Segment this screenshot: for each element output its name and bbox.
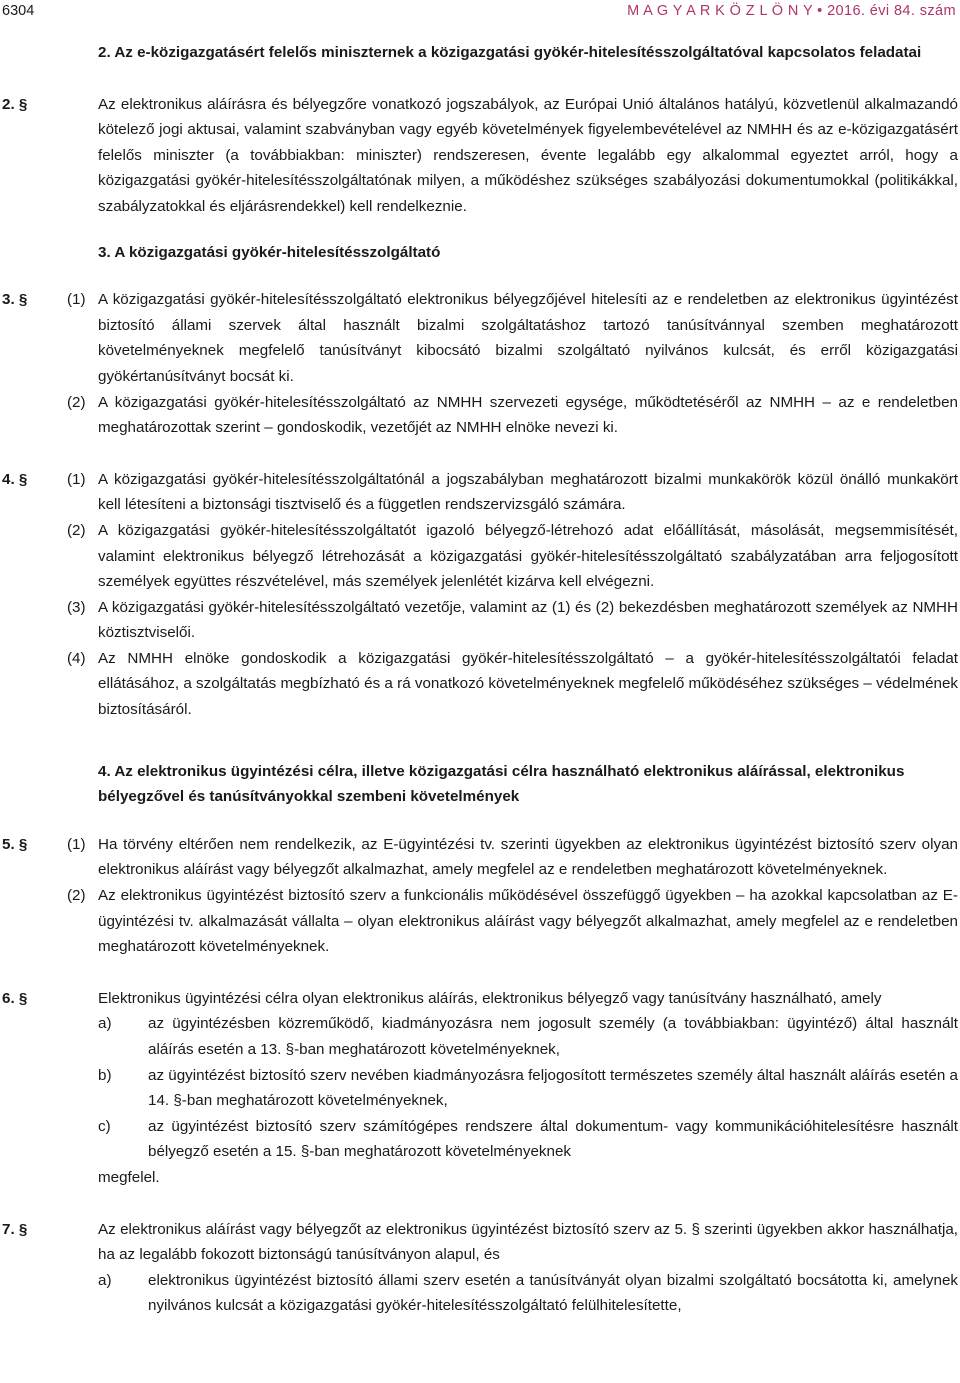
paragraph [0, 518, 958, 595]
section-number: 2. § [2, 95, 28, 113]
section-intro: Elektronikus ügyintézési célra olyan elektronikus aláírás, elektronikus bélyegző vagy tanúsítvány használható, amely [98, 989, 882, 1007]
paragraph-text: A közigazgatási gyökér-hitelesítésszolgáltatót igazoló bélyegző-létrehozó adat előállítását, másolását, megsemmisítését, valamint elektronikus bélyegző létrehozását a közigazgatási gyökér-hitelesítésszolgáltató szabályzatában arra feljogosított személyek együttes részvételével, más személyek jelenlétét kizárva kell elvégezni. [98, 521, 958, 591]
list-item [0, 1063, 958, 1114]
list-item [0, 1011, 958, 1062]
paragraph-number: (2) [67, 393, 86, 411]
paragraph [0, 287, 958, 389]
item-label: c) [98, 1117, 111, 1135]
section-number: 5. § [2, 835, 28, 853]
section-number: 4. § [2, 470, 28, 488]
document-body [0, 40, 958, 1319]
paragraph-number: (1) [67, 470, 86, 488]
section-5 [0, 832, 958, 960]
item-text: elektronikus ügyintézést biztosító állami szerv esetén a tanúsítványát olyan bizalmi szolgáltató bocsátotta ki, amelynek nyilvános kulcsát a közigazgatási gyökér-hitelesítésszolgáltató felülhitelesítette, [148, 1271, 958, 1315]
paragraph [0, 883, 958, 960]
item-label: b) [98, 1066, 112, 1084]
section-intro: Az elektronikus aláírást vagy bélyegzőt az elektronikus ügyintézést biztosító szerv az 5. § szerinti ügyekben akkor használhatja, ha az legalább fokozott biztonságú tanúsítványon alapul, és [98, 1220, 958, 1264]
section-6 [0, 986, 958, 1191]
paragraph-number: (1) [67, 835, 86, 853]
paragraph-text: A közigazgatási gyökér-hitelesítésszolgáltató vezetője, valamint az (1) és (2) bekezdésben meghatározott személyek az NMHH köztisztviselői. [98, 598, 958, 642]
section-text: Az elektronikus aláírásra és bélyegzőre vonatkozó jogszabályok, az Európai Unió általános hatályú, közvetlenül alkalmazandó kötelező jogi aktusai, valamint szabványban vagy egyéb követelmények figyelembevételével az NMHH és az e-közigazgatásért felelős miniszter (a továbbiakban: miniszter) rendszeresen, évente legalább egy alkalommal egyeztet arról, hogy a közigazgatási gyökér-hitelesítésszolgáltatónak milyen, a működéshez szükséges szabályozási dokumentumokkal (politikákkal, szabályzatokkal és eljárásrendekkel) kell rendelkeznie. [98, 95, 958, 215]
item-text: az ügyintézésben közreműködő, kiadmányozásra nem jogosult személy (a továbbiakban: ügyintéző) által használt aláírás esetén a 13. §-ban meghatározott követelményeknek, [148, 1015, 958, 1058]
chapter-heading-2: 2. Az e-közigazgatásért felelős miniszternek a közigazgatási gyökér-hitelesítésszolgáltatóval kapcsolatos feladatai [98, 44, 922, 61]
paragraph-text: A közigazgatási gyökér-hitelesítésszolgáltató elektronikus bélyegzőjével hitelesíti az e rendeletben az elektronikus ügyintézést biztosító állami szervek által használt bizalmi szolgáltatáshoz tartozó tanúsítvánnyal szemben meghatározott követelményeknek megfelelő tanúsítványt kibocsátó bizalmi szolgáltató nyilvános kulcsát, és erről közigazgatási gyökértanúsítványt bocsát ki. [98, 291, 958, 385]
paragraph-text: A közigazgatási gyökér-hitelesítésszolgáltatónál a jogszabályban meghatározott bizalmi munkakörök közül önálló munkakört kell létesíteni a biztonsági tisztviselő és a független rendszervizsgáló számára. [98, 470, 958, 514]
paragraph-number: (4) [67, 649, 86, 667]
item-text: az ügyintézést biztosító szerv nevében kiadmányozásra feljogosított természetes személy által használt aláírás esetén a 14. §-ban meghatározott követelményeknek, [148, 1066, 958, 1110]
item-text: az ügyintézést biztosító szerv számítógépes rendszere által dokumentum- vagy kommunikációhitelesítésre használt bélyegző esetén a 15. §-ban meghatározott követelményeknek [148, 1117, 958, 1161]
section-number: 7. § [2, 1220, 28, 1238]
section-7 [0, 1217, 958, 1319]
item-label: a) [98, 1015, 112, 1033]
page-header [0, 0, 960, 22]
paragraph-text: Az NMHH elnöke gondoskodik a közigazgatási gyökér-hitelesítésszolgáltató – a gyökér-hitelesítésszolgáltatói feladat ellátásához, a szolgáltatás megbízható és a rá vonatkozó követelményeknek megfelelő működéséhez szükséges – védelmének biztosításáról. [98, 649, 958, 719]
paragraph [0, 390, 958, 441]
section-2 [0, 92, 958, 220]
paragraph-number: (1) [67, 291, 86, 309]
page-number: 6304 [2, 3, 35, 19]
section-tail: megfelel. [98, 1168, 160, 1186]
paragraph [0, 646, 958, 723]
paragraph [0, 832, 958, 883]
section-4 [0, 467, 958, 723]
paragraph-number: (2) [67, 887, 86, 905]
chapter-heading-3: 3. A közigazgatási gyökér-hitelesítésszolgáltató [98, 243, 441, 261]
paragraph-number: (3) [67, 598, 86, 616]
section-number: 6. § [2, 989, 28, 1007]
list-item [0, 1268, 958, 1319]
paragraph [0, 595, 958, 646]
section-3 [0, 287, 958, 441]
list-item [0, 1114, 958, 1165]
paragraph [0, 467, 958, 518]
journal-title: M A G Y A R K Ö Z L Ö N Y • 2016. évi 84. szám [627, 3, 956, 19]
item-label: a) [98, 1271, 112, 1289]
paragraph-text: Ha törvény eltérően nem rendelkezik, az E-ügyintézési tv. szerinti ügyekben az elektronikus ügyintézést biztosító szerv olyan elektronikus aláírást vagy bélyegzőt alkalmazhat, amely megfelel az e rendeletben meghatározott követelményeknek. [98, 835, 958, 879]
section-number: 3. § [2, 291, 28, 309]
chapter-heading-4: 4. Az elektronikus ügyintézési célra, illetve közigazgatási célra használható elektronikus aláírással, elektronikus bélyegzővel és tanúsítványokkal szembeni követelmények [98, 762, 905, 806]
paragraph-text: Az elektronikus ügyintézést biztosító szerv a funkcionális működésével összefüggő ügyekben – ha azokkal kapcsolatban az E-ügyintézési tv. alkalmazását vállalta – olyan elektronikus aláírást vagy bélyegzőt alkalmazhat, amely megfelel az e rendeletben meghatározott követelményeknek. [98, 887, 958, 956]
paragraph-text: A közigazgatási gyökér-hitelesítésszolgáltató az NMHH szervezeti egysége, működtetéséről az NMHH – az e rendeletben meghatározottak szerint – gondoskodik, vezetőjét az NMHH elnöke nevezi ki. [98, 393, 958, 437]
paragraph-number: (2) [67, 521, 86, 539]
